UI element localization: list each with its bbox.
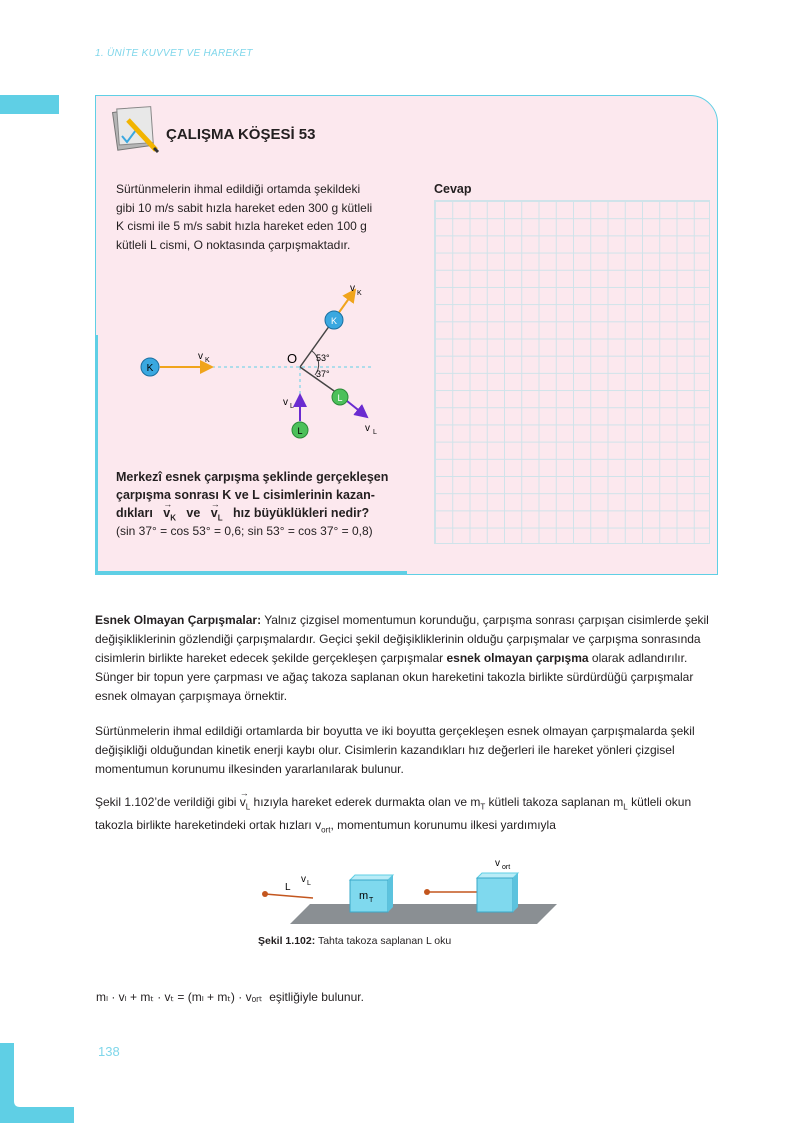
problem-line: gibi 10 m/s sabit hızla hareket eden 300 g kütleli: [116, 200, 373, 215]
unit-header: 1. ÜNİTE KUVVET VE HAREKET: [95, 48, 253, 59]
question-line: Merkezî esnek çarpışma şeklinde gerçekleşen: [116, 470, 389, 484]
vl-label: v: [283, 397, 288, 408]
block-mt: [350, 880, 388, 912]
ball-k-after-label: K: [330, 316, 338, 326]
paragraph-energy-loss: Sürtünmelerin ihmal edildiği ortamlarda bir boyutta ve iki boyutta gerçekleşen esnek olmayan çarpışmalarda şekil değişikliği olduğundan kinetik enerji kaybı olur. Cisimlerin kazandıkları hız değerleri ile hareket yönleri çizgisel momentumun korunumu ilkesinden yararlanılarak bulunur.: [95, 724, 695, 776]
problem-text: [116, 180, 416, 254]
question-text: [116, 468, 416, 528]
vl-prime-sub: L: [373, 429, 377, 436]
equation-formula: mₗ · vₗ + mₜ · vₜ = (mₗ + mₜ) · vₒᵣₜ: [96, 990, 263, 1004]
svg-text:L: L: [307, 880, 311, 887]
ball-l-after-label: L: [337, 393, 343, 403]
trig-hint: (sin 37° = cos 53° = 0,6; sin 53° = cos 37° = 0,8): [116, 524, 373, 538]
vl-sub: L: [290, 403, 294, 410]
momentum-equation: [96, 990, 364, 1004]
question-line: dıkları → $v_K$ ve → $v_L$ hız büyüklükleri nedir?: [116, 504, 416, 528]
pencil-notebook-icon: [112, 104, 162, 154]
equation-suffix: eşitliğiyle bulunur.: [269, 990, 364, 1004]
inelastic-term: esnek olmayan çarpışma: [446, 651, 589, 665]
svg-text:ort: ort: [502, 864, 511, 871]
question-line: çarpışma sonrası K ve L cisimlerinin kazan-: [116, 488, 375, 502]
vl-prime-vector: → v: [211, 504, 218, 522]
vk-prime-label: v: [350, 283, 355, 294]
paragraph-inelastic-definition: Esnek Olmayan Çarpışmalar: Yalnız çizgisel momentumun korunduğu, çarpışma sonrası çarpışan cisimlerde şekil değişikliklerinin gözlendiği çarpışmalardır. Geçici şekil değişikliklerinin olduğu çarpışmalar ve çarpışma sonrasında cisimlerin birlikte hareket edecek şekilde gerçekleşen çarpışmalar esnek olmayan çarpışma olarak adlandırılır. Sünger bir topun yere çarpması ve ağaç takoza saplanan okun hareketini takozla birlikte sürdürdüğü çarpışmalar esnek olmayan çarpışmaya örnektir.: [95, 613, 709, 703]
left-tab-marker: [0, 95, 59, 114]
ball-k-label: K: [146, 363, 154, 374]
page-number: 138: [98, 1044, 120, 1059]
figure-arrow-block: [255, 852, 560, 932]
svg-text:v: v: [495, 858, 500, 869]
svg-text:T: T: [369, 897, 374, 904]
answer-grid[interactable]: [434, 200, 710, 544]
vk-label: v: [198, 351, 203, 362]
vk-sub: K: [205, 357, 210, 364]
svg-text:L: L: [285, 882, 291, 893]
box-bottom-accent: [95, 571, 407, 575]
inelastic-heading: Esnek Olmayan Çarpışmalar:: [95, 613, 262, 627]
vk-prime-sub: K: [357, 290, 362, 297]
answer-label: Cevap: [434, 182, 472, 196]
figure-caption: Şekil 1.102: Tahta takoza saplanan L oku: [258, 935, 452, 947]
arrow-l: [265, 894, 313, 898]
paragraph-figure-intro: Şekil 1.102’de verildiği gibi → $v_L$ hızıyla hareket ederek durmakta olan ve $m_T$ kütleli takoza saplanan $m_L$ kütleli okun takozla birlikte hareketindeki ortak hızları $v_{ort}$, momentumun korunumu ilkesi yardımıyla: [95, 793, 720, 840]
collision-diagram: [115, 275, 415, 445]
vk-prime-vector: → v: [163, 504, 170, 522]
ball-l-label: L: [297, 426, 303, 436]
page-corner-decoration: [0, 1043, 74, 1123]
vl-prime-label: v: [365, 423, 370, 434]
problem-line: K cismi ile 5 m/s sabit hızla hareket eden 100 g: [116, 219, 367, 233]
block-with-arrow: [477, 878, 513, 912]
angle-top-label: 53°: [316, 353, 330, 363]
svg-text:v: v: [301, 874, 306, 885]
box-left-accent: [95, 335, 98, 575]
work-corner-title: ÇALIŞMA KÖŞESİ 53: [166, 126, 316, 143]
problem-line: Sürtünmelerin ihmal edildiği ortamda şekildeki: [116, 182, 361, 196]
point-o-label: O: [287, 351, 298, 366]
svg-text:m: m: [359, 890, 369, 902]
angle-bottom-label: 37°: [316, 369, 330, 379]
problem-line: kütleli L cismi, O noktasında çarpışmaktadır.: [116, 237, 351, 252]
